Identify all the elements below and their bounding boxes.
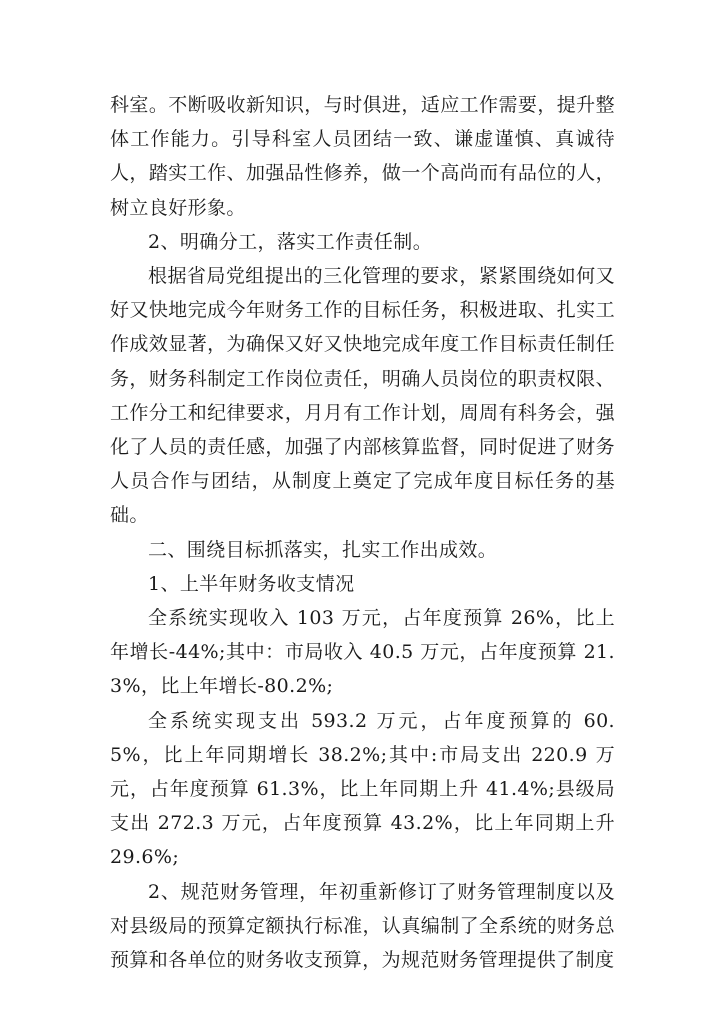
paragraph-expense: 全系统实现支出 593.2 万元，占年度预算的 60.5%，比上年同期增长 38.2%;其中:市局支出 220.9 万元，占年度预算 61.3%，比上年同期上升 41.4%;县级局支出 272.3 万元，占年度预算 43.2%，比上年同期上升 29.6%; xyxy=(110,709,615,869)
paragraph-3: 根据省局党组提出的三化管理的要求，紧紧围绕如何又好又快地完成今年财务工作的目标任务，积极进取、扎实工作成效显著，为确保又好又快地完成年度工作目标责任制任务，财务科制定工作岗位责任，明确人员岗位的职责权限、工作分工和纪律要求，月月有工作计划，周周有科务会，强化了人员的责任感，加强了内部核算监督，同时促进了财务人员合作与团结，从制度上奠定了完成年度目标任务的基础。 xyxy=(110,265,615,527)
paragraph-financial-management: 2、规范财务管理，年初重新修订了财务管理制度以及对县级局的预算定额执行标准，认真编制了全系统的财务总预算和各单位的财务收支预算，为规范财务管理提供了制度 xyxy=(110,880,615,972)
subheading-income-expense: 1、上半年财务收支情况 xyxy=(148,572,355,595)
paragraph-1: 科室。不断吸收新知识，与时俱进，适应工作需要，提升整体工作能力。引导科室人员团结一致、谦虚谨慎、真诚待人，踏实工作、加强品性修养，做一个高尚而有品位的人，树立良好形象。 xyxy=(110,94,615,219)
paragraph-income: 全系统实现收入 103 万元，占年度预算 26%，比上年增长-44%;其中：市局收入 40.5 万元，占年度预算 21.3%，比上年增长-80.2%; xyxy=(110,607,615,698)
document-body xyxy=(110,88,615,977)
paragraph-2-heading: 2、明确分工，落实工作责任制。 xyxy=(148,230,433,253)
section-heading-2: 二、围绕目标抓落实，扎实工作出成效。 xyxy=(148,538,498,561)
